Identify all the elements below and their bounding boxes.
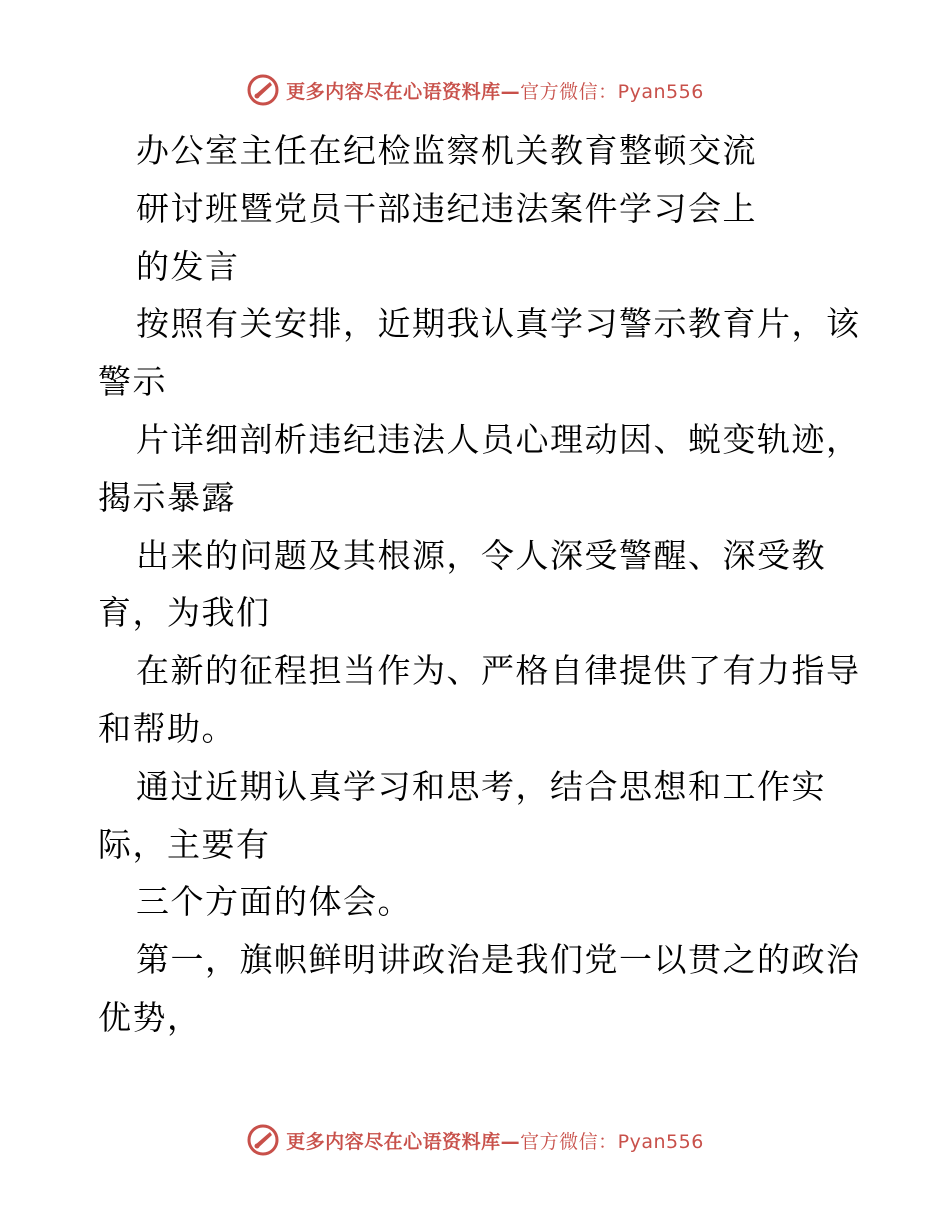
logo-icon xyxy=(246,1123,280,1157)
text-line: 出来的问题及其根源，令人深受警醒、深受教 xyxy=(136,535,826,575)
text-line: 揭示暴露 xyxy=(98,477,236,517)
text-line: 在新的征程担当作为、严格自律提供了有力指导 xyxy=(136,651,861,691)
text-line: 际，主要有 xyxy=(98,824,271,864)
text-line: 三个方面的体会。 xyxy=(136,882,412,922)
text-line: 片详细剖析违纪违法人员心理动因、蜕变轨迹， xyxy=(136,419,861,459)
logo-icon xyxy=(246,73,280,107)
document-body xyxy=(98,122,878,1047)
text-line: 按照有关安排，近期我认真学习警示教育片，该 xyxy=(136,304,861,344)
watermark-text: 更多内容尽在心语资料库—官方微信：Pyan556 xyxy=(286,1130,704,1153)
text-line: 警示 xyxy=(98,362,167,402)
watermark-footer-inner xyxy=(246,1123,704,1157)
text-line: 和帮助。 xyxy=(98,708,236,748)
text-line: 研讨班暨党员干部违纪违法案件学习会上 xyxy=(136,188,757,228)
text-line: 办公室主任在纪检监察机关教育整顿交流 xyxy=(136,131,757,170)
watermark-text: 更多内容尽在心语资料库—官方微信：Pyan556 xyxy=(286,80,704,103)
text-line: 通过近期认真学习和思考，结合思想和工作实 xyxy=(136,766,826,806)
text-line: 育，为我们 xyxy=(98,593,271,633)
text-line: 优势， xyxy=(98,997,202,1037)
watermark-header xyxy=(0,70,950,110)
watermark-header-inner xyxy=(246,73,704,107)
watermark-footer xyxy=(0,1120,950,1160)
text-line: 第一，旗帜鲜明讲政治是我们党一以贯之的政治 xyxy=(136,940,861,980)
text-line: 的发言 xyxy=(136,246,240,286)
